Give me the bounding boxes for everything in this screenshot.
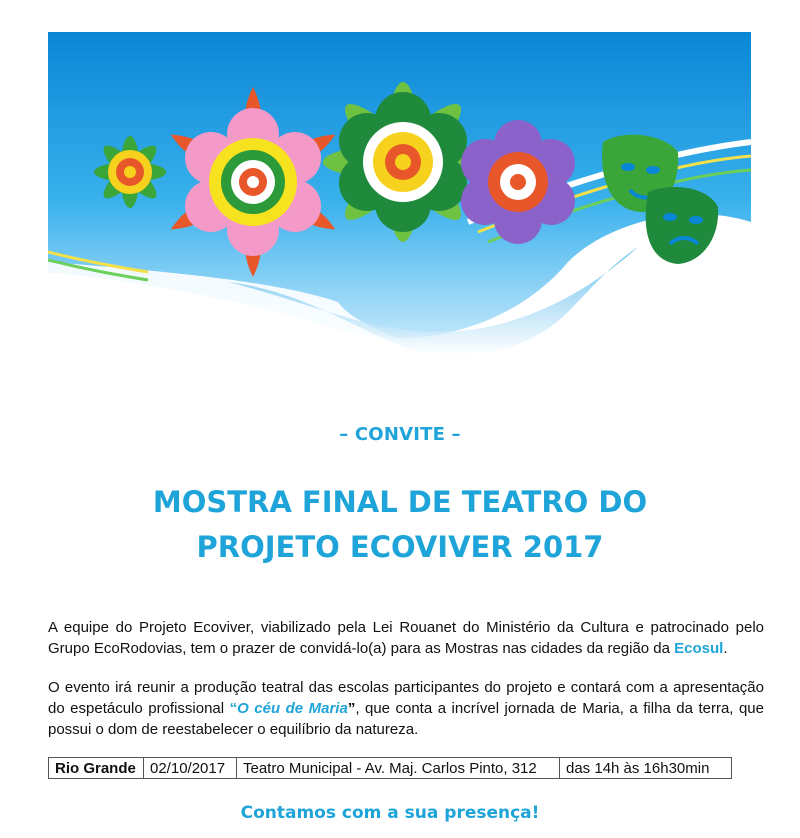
schedule-city: Rio Grande: [49, 758, 144, 779]
intro-end: .: [723, 640, 728, 657]
schedule-date: 02/10/2017: [144, 758, 237, 779]
intro-paragraph: [48, 617, 764, 659]
event-paragraph: [48, 677, 764, 740]
header-banner: [48, 32, 751, 362]
quote-open: “: [229, 700, 238, 717]
intro-text: A equipe do Projeto Ecoviver, viabilizado pela Lei Rouanet do Ministério da Cultura e patrocinado pelo Grupo EcoRodovias, tem o prazer de convidá-lo(a) para as Mostras nas cidades da região da: [48, 619, 764, 657]
closing-message: Contamos com a sua presença!: [240, 803, 540, 823]
title-line-1: MOSTRA FINAL DE TEATRO DO: [152, 485, 648, 519]
banner-illustration: [48, 32, 751, 362]
title-line-2: PROJETO ECOVIVER 2017: [196, 530, 604, 564]
ecosul-highlight: Ecosul: [674, 640, 724, 657]
event-text: O evento irá reunir a produção teatral das escolas participantes do projeto e contará com a apresentação do espetáculo profissional: [48, 679, 764, 717]
page-title: [0, 480, 800, 570]
table-row: [49, 758, 732, 779]
quote-close: ”: [347, 700, 356, 717]
schedule-table: [48, 757, 732, 779]
event-end: , que conta a incrível jornada de Maria, a filha da terra, que possui o dom de reestabelecer o equilíbrio da natureza.: [48, 700, 764, 738]
schedule-place: Teatro Municipal - Av. Maj. Carlos Pinto, 312: [237, 758, 560, 779]
invite-kicker: – CONVITE –: [339, 424, 461, 445]
schedule-time: das 14h às 16h30min: [560, 758, 732, 779]
show-title-highlight: O céu de Maria: [237, 700, 348, 717]
